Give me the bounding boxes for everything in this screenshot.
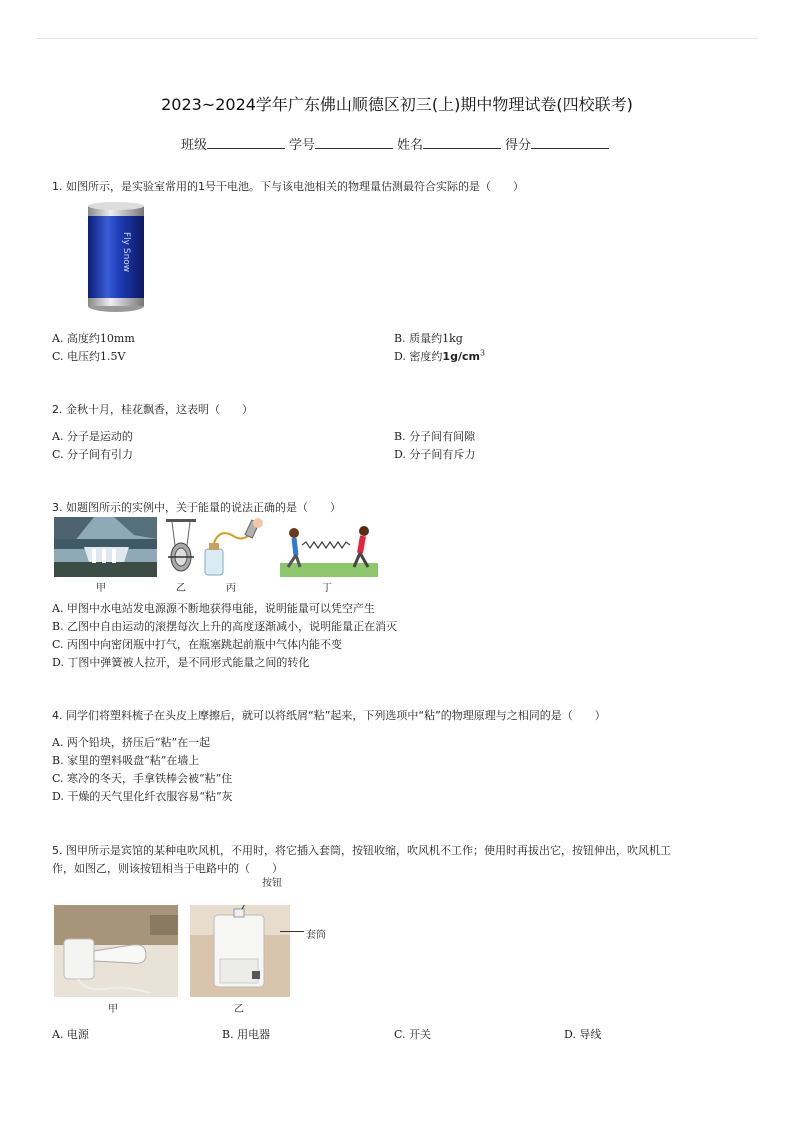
question-5-text-line1: 5. 图甲所示是宾馆的某种电吹风机，不用时，将它插入套筒，按钮收缩，吹风机不工作；使用时再拔出它，按钮伸出，吹风机工 bbox=[52, 844, 671, 857]
figure-jia-hairdryer bbox=[54, 905, 178, 997]
q2-option-c[interactable]: C. 分子间有引力 bbox=[52, 448, 134, 461]
q3-option-d[interactable]: D. 丁图中弹簧被人拉开，是不同形式能量之间的转化 bbox=[52, 656, 310, 669]
q5-option-c[interactable]: C. 开关 bbox=[394, 1028, 432, 1041]
q1-option-d-label: D. 密度约 bbox=[394, 350, 443, 363]
question-1-text: 1. 如图所示，是实验室常用的1号干电池。下与该电池相关的物理量估测最符合实际的是（ ） bbox=[52, 180, 524, 193]
name-blank[interactable] bbox=[423, 136, 501, 149]
figure-yi-holder bbox=[190, 905, 290, 997]
figure-bing-pump bbox=[200, 517, 265, 577]
score-label: 得分 bbox=[505, 138, 532, 153]
q1-option-c[interactable]: C. 电压约1.5V bbox=[52, 350, 126, 363]
q5-option-a[interactable]: A. 电源 bbox=[52, 1028, 89, 1041]
caption-q5-jia: 甲 bbox=[108, 1004, 118, 1015]
question-4-text: 4. 同学们将塑料梳子在头皮上摩擦后，就可以将纸屑“粘”起来，下列选项中“粘”的物理原理与之相同的是（ ） bbox=[52, 709, 606, 722]
q4-option-a[interactable]: A. 两个铅块，挤压后“粘”在一起 bbox=[52, 736, 211, 749]
density-exponent: 3 bbox=[479, 348, 486, 358]
caption-bing: 丙 bbox=[226, 583, 236, 594]
caption-q5-yi: 乙 bbox=[234, 1004, 244, 1015]
sleeve-pointer-line bbox=[280, 931, 304, 932]
q1-option-d[interactable] bbox=[394, 348, 485, 364]
caption-ding: 丁 bbox=[322, 583, 332, 594]
label-button: 按钮 bbox=[262, 878, 282, 889]
question-3-text: 3. 如题图所示的实例中，关于能量的说法正确的是（ ） bbox=[52, 501, 341, 514]
name-label: 姓名 bbox=[397, 138, 424, 153]
page-title: 2023~2024学年广东佛山顺德区初三(上)期中物理试卷(四校联考) bbox=[161, 95, 633, 114]
question-5-text-line2: 作，如图乙，则该按钮相当于电路中的（ ） bbox=[52, 862, 283, 875]
caption-jia: 甲 bbox=[96, 583, 106, 594]
q3-option-a[interactable]: A. 甲图中水电站发电源源不断地获得电能，说明能量可以凭空产生 bbox=[52, 602, 375, 615]
q3-option-b[interactable]: B. 乙图中自由运动的滚摆每次上升的高度逐渐减小，说明能量正在消灭 bbox=[52, 620, 398, 633]
id-blank[interactable] bbox=[315, 136, 393, 149]
q2-option-a[interactable]: A. 分子是运动的 bbox=[52, 430, 133, 443]
q4-option-d[interactable]: D. 干燥的天气里化纤衣服容易“粘”灰 bbox=[52, 790, 233, 803]
class-label: 班级 bbox=[180, 138, 207, 153]
figure-jia-dam bbox=[54, 517, 157, 577]
question-2-text: 2. 金秋十月，桂花飘香，这表明（ ） bbox=[52, 403, 253, 416]
id-label: 学号 bbox=[288, 138, 315, 153]
student-info-line bbox=[0, 134, 794, 153]
score-blank[interactable] bbox=[531, 136, 609, 149]
q5-option-b[interactable]: B. 用电器 bbox=[222, 1028, 271, 1041]
density-value: 1g/cm bbox=[442, 350, 480, 363]
q2-option-b[interactable]: B. 分子间有间隙 bbox=[394, 430, 476, 443]
label-sleeve: 套筒 bbox=[306, 930, 326, 941]
q5-option-d[interactable]: D. 导线 bbox=[564, 1028, 602, 1041]
q1-option-a[interactable]: A. 高度约10mm bbox=[52, 332, 135, 345]
figure-yi-wheel bbox=[164, 517, 198, 577]
battery-brand: Fly Snow bbox=[121, 232, 131, 273]
caption-yi: 乙 bbox=[176, 583, 186, 594]
q1-option-b[interactable]: B. 质量约1kg bbox=[394, 332, 463, 345]
q3-option-c[interactable]: C. 丙图中向密闭瓶中打气，在瓶塞跳起前瓶中气体内能不变 bbox=[52, 638, 343, 651]
battery-image bbox=[84, 202, 148, 314]
q2-option-d[interactable]: D. 分子间有斥力 bbox=[394, 448, 476, 461]
class-blank[interactable] bbox=[207, 136, 285, 149]
top-divider bbox=[36, 38, 758, 39]
q4-option-c[interactable]: C. 寒冷的冬天，手拿铁棒会被“粘”住 bbox=[52, 772, 233, 785]
figure-ding-spring bbox=[280, 521, 378, 577]
q4-option-b[interactable]: B. 家里的塑料吸盘“粘”在墙上 bbox=[52, 754, 200, 767]
